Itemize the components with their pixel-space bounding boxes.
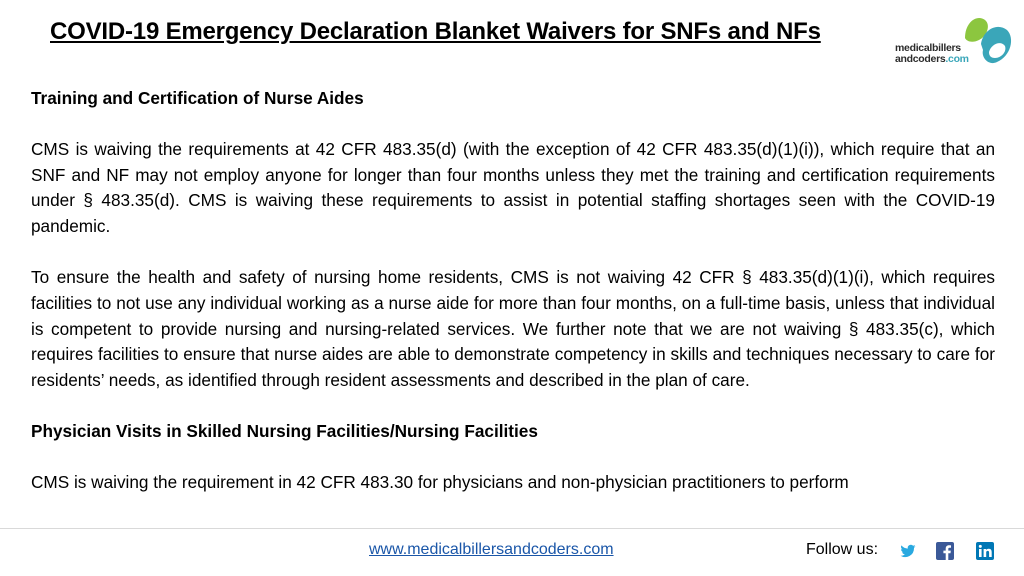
logo-text-line1: medicalbillers bbox=[895, 42, 961, 54]
twitter-icon[interactable] bbox=[899, 542, 917, 560]
slide-title: COVID-19 Emergency Declaration Blanket Waivers for SNFs and NFs bbox=[50, 18, 821, 45]
section-heading: Training and Certification of Nurse Aides bbox=[31, 88, 364, 108]
linkedin-icon[interactable] bbox=[976, 542, 994, 560]
paragraph: CMS is waiving the requirements at 42 CFR 483.35(d) (with the exception of 42 CFR 483.35(d)(1)(i)), which require that an SNF and NF may not employ anyone for longer than four months unless they met the training and certification requirements under § 483.35(d). CMS is waiving these requirements to assist in potential staffing shortages seen with the COVID-19 pandemic. bbox=[31, 139, 995, 236]
paragraph: CMS is waiving the requirement in 42 CFR 483.30 for physicians and non-physician practitioners to perform bbox=[31, 472, 849, 493]
facebook-icon[interactable] bbox=[936, 542, 954, 560]
paragraph: To ensure the health and safety of nursing home residents, CMS is not waiving 42 CFR § 483.35(d)(1)(i), which requires facilities to not use any individual working as a nurse aide for more than four months, on a full-time basis, unless that individual is competent to provide nursing and nursing-related services. We further note that we are not waiving § 483.35(c), which requires facilities to ensure that nurse aides are able to demonstrate competency in skills and techniques necessary to care for residents’ needs, as identified through resident assessments and described in the plan of care. bbox=[31, 267, 995, 390]
section-heading: Physician Visits in Skilled Nursing Facilities/Nursing Facilities bbox=[31, 421, 538, 442]
logo-text-suffix: .com bbox=[945, 53, 969, 65]
follow-us-label: Follow us: bbox=[806, 541, 879, 558]
company-logo bbox=[893, 10, 1015, 72]
slide-body bbox=[31, 86, 995, 496]
website-link[interactable]: www.medicalbillersandcoders.com bbox=[369, 541, 614, 558]
logo-text-line2: andcoders bbox=[895, 53, 946, 65]
footer-divider bbox=[0, 528, 1024, 529]
